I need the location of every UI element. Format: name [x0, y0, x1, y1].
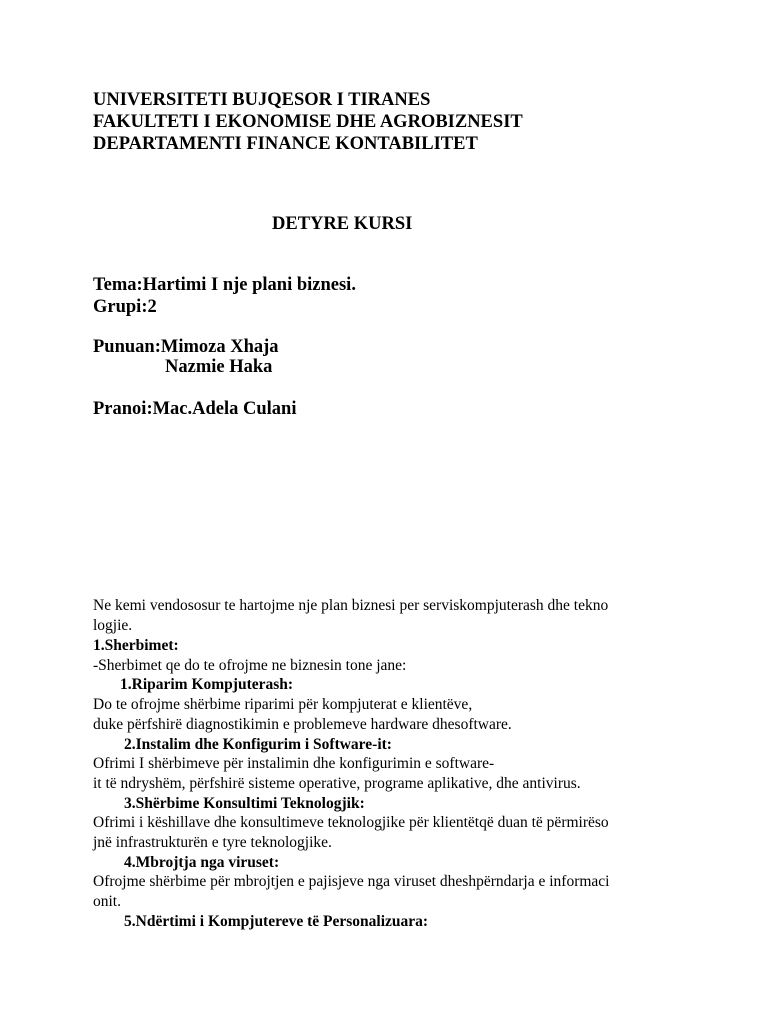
service-title: 3.Shërbime Konsultimi Teknologjik: [124, 795, 365, 812]
service-description: Do te ofrojme shërbime riparimi për kompjuterat e klientëve, [93, 696, 473, 713]
university-name: UNIVERSITETI BUJQESOR I TIRANES [93, 90, 431, 110]
intro-paragraph: Ne kemi vendososur te hartojme nje plan biznesi per serviskompjuterash dhe tekno [93, 597, 609, 614]
service-description: it të ndryshëm, përfshirë sisteme operative, programe aplikative, dhe antivirus. [93, 775, 581, 792]
service-title: 4.Mbrojtja nga viruset: [124, 854, 280, 871]
service-description: Ofrojme shërbime për mbrojtjen e pajisjeve nga viruset dheshpërndarja e informaci [93, 873, 610, 890]
service-description: onit. [93, 893, 121, 910]
topic-line: Tema:Hartimi I nje plani biznesi. [93, 275, 356, 295]
faculty-name: FAKULTETI I EKONOMISE DHE AGROBIZNESIT [93, 112, 523, 132]
service-description: Ofrimi I shërbimeve për instalimin dhe konfigurimin e software- [93, 755, 495, 772]
reviewer-line: Pranoi:Mac.Adela Culani [93, 399, 297, 419]
author-second: Nazmie Haka [165, 357, 273, 377]
section-heading: 1.Sherbimet: [93, 637, 179, 654]
document-title: DETYRE KURSI [272, 214, 413, 234]
service-title: 5.Ndërtimi i Kompjutereve të Personalizuara: [124, 913, 429, 930]
service-description: Ofrimi i këshillave dhe konsultimeve teknologjike për klientëtqë duan të përmirëso [93, 814, 609, 831]
authors-line: Punuan:Mimoza Xhaja [93, 337, 279, 357]
group-line: Grupi:2 [93, 297, 157, 317]
service-title: 2.Instalim dhe Konfigurim i Software-it: [124, 736, 392, 753]
service-description: duke përfshirë diagnostikimin e problemeve hardware dhesoftware. [93, 716, 512, 733]
department-name: DEPARTAMENTI FINANCE KONTABILITET [93, 134, 478, 154]
section-intro: -Sherbimet qe do te ofrojme ne biznesin tone jane: [93, 657, 407, 674]
service-title: 1.Riparim Kompjuterash: [120, 676, 294, 693]
intro-paragraph-cont: logjie. [93, 617, 133, 634]
service-description: jnë infrastrukturën e tyre teknologjike. [93, 834, 332, 851]
